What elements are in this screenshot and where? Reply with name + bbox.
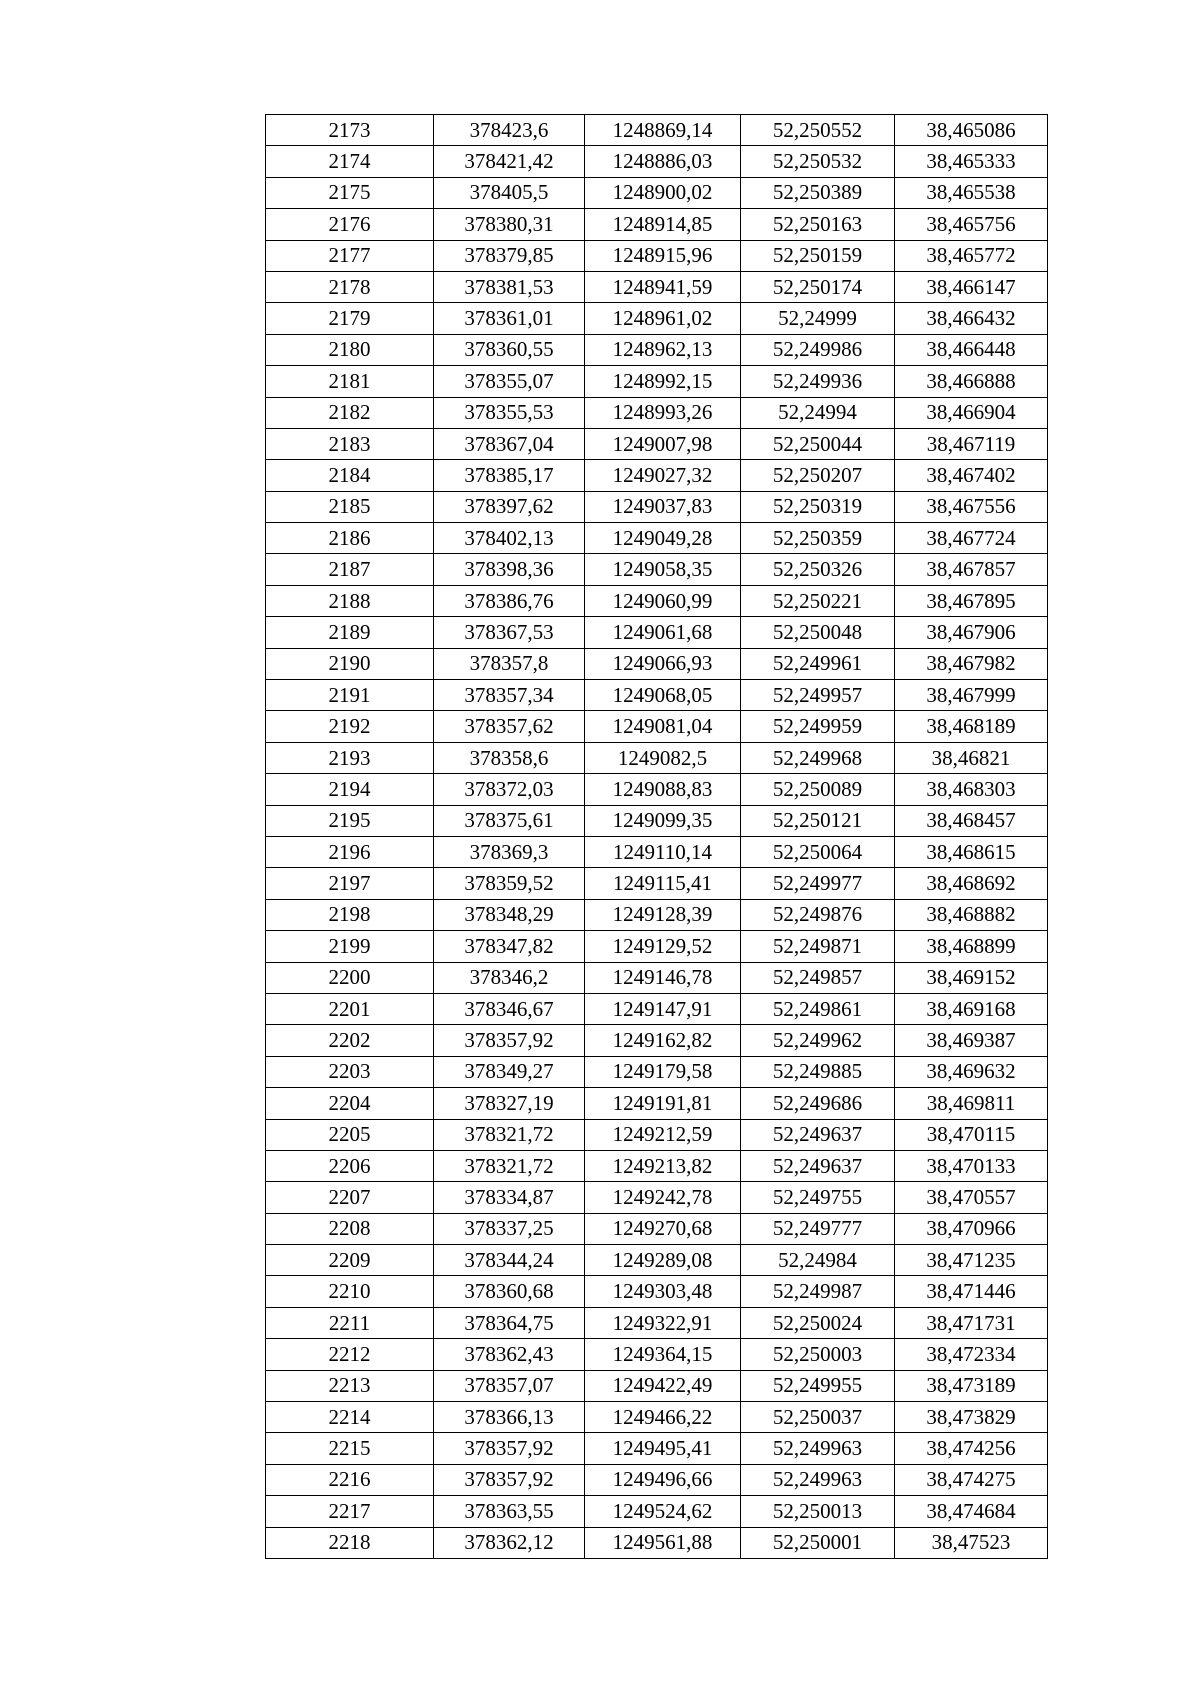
y-coordinate-cell: 1249088,83 (585, 774, 741, 805)
latitude-cell: 52,249857 (741, 962, 895, 993)
latitude-cell: 52,249861 (741, 993, 895, 1024)
y-coordinate-cell: 1249082,5 (585, 742, 741, 773)
table-row (266, 366, 1048, 397)
x-coordinate-cell: 378357,92 (434, 1025, 585, 1056)
x-coordinate-cell: 378349,27 (434, 1056, 585, 1087)
point-number-cell: 2184 (266, 460, 434, 491)
latitude-cell: 52,249987 (741, 1276, 895, 1307)
longitude-cell: 38,467402 (895, 460, 1048, 491)
y-coordinate-cell: 1249066,93 (585, 648, 741, 679)
longitude-cell: 38,474256 (895, 1433, 1048, 1464)
table-row (266, 460, 1048, 491)
coordinates-table-body (266, 115, 1048, 1559)
y-coordinate-cell: 1249027,32 (585, 460, 741, 491)
point-number-cell: 2197 (266, 868, 434, 899)
x-coordinate-cell: 378346,2 (434, 962, 585, 993)
point-number-cell: 2202 (266, 1025, 434, 1056)
longitude-cell: 38,468899 (895, 931, 1048, 962)
y-coordinate-cell: 1249322,91 (585, 1307, 741, 1338)
y-coordinate-cell: 1249289,08 (585, 1245, 741, 1276)
x-coordinate-cell: 378369,3 (434, 836, 585, 867)
table-row (266, 711, 1048, 742)
point-number-cell: 2175 (266, 177, 434, 208)
x-coordinate-cell: 378357,07 (434, 1370, 585, 1401)
point-number-cell: 2185 (266, 491, 434, 522)
table-row (266, 554, 1048, 585)
table-row (266, 1088, 1048, 1119)
latitude-cell: 52,249936 (741, 366, 895, 397)
table-row (266, 334, 1048, 365)
longitude-cell: 38,465756 (895, 209, 1048, 240)
table-row (266, 836, 1048, 867)
latitude-cell: 52,249977 (741, 868, 895, 899)
latitude-cell: 52,250326 (741, 554, 895, 585)
latitude-cell: 52,249755 (741, 1182, 895, 1213)
longitude-cell: 38,465772 (895, 240, 1048, 271)
latitude-cell: 52,249686 (741, 1088, 895, 1119)
x-coordinate-cell: 378357,62 (434, 711, 585, 742)
table-row (266, 397, 1048, 428)
longitude-cell: 38,467999 (895, 680, 1048, 711)
point-number-cell: 2209 (266, 1245, 434, 1276)
coordinates-table (265, 114, 1048, 1559)
longitude-cell: 38,468692 (895, 868, 1048, 899)
table-row (266, 491, 1048, 522)
latitude-cell: 52,249957 (741, 680, 895, 711)
y-coordinate-cell: 1249068,05 (585, 680, 741, 711)
x-coordinate-cell: 378346,67 (434, 993, 585, 1024)
x-coordinate-cell: 378366,13 (434, 1402, 585, 1433)
latitude-cell: 52,250089 (741, 774, 895, 805)
table-row (266, 1276, 1048, 1307)
longitude-cell: 38,469387 (895, 1025, 1048, 1056)
longitude-cell: 38,466432 (895, 303, 1048, 334)
x-coordinate-cell: 378321,72 (434, 1150, 585, 1181)
table-row (266, 428, 1048, 459)
y-coordinate-cell: 1249037,83 (585, 491, 741, 522)
point-number-cell: 2178 (266, 271, 434, 302)
table-row (266, 146, 1048, 177)
y-coordinate-cell: 1249303,48 (585, 1276, 741, 1307)
table-row (266, 1119, 1048, 1150)
y-coordinate-cell: 1249179,58 (585, 1056, 741, 1087)
latitude-cell: 52,249963 (741, 1433, 895, 1464)
y-coordinate-cell: 1248993,26 (585, 397, 741, 428)
y-coordinate-cell: 1248915,96 (585, 240, 741, 271)
table-row (266, 1245, 1048, 1276)
longitude-cell: 38,46821 (895, 742, 1048, 773)
latitude-cell: 52,250013 (741, 1496, 895, 1527)
x-coordinate-cell: 378367,04 (434, 428, 585, 459)
point-number-cell: 2188 (266, 585, 434, 616)
latitude-cell: 52,249777 (741, 1213, 895, 1244)
table-row (266, 1150, 1048, 1181)
longitude-cell: 38,470557 (895, 1182, 1048, 1213)
y-coordinate-cell: 1249115,41 (585, 868, 741, 899)
x-coordinate-cell: 378357,92 (434, 1433, 585, 1464)
x-coordinate-cell: 378359,52 (434, 868, 585, 899)
point-number-cell: 2203 (266, 1056, 434, 1087)
table-row (266, 648, 1048, 679)
point-number-cell: 2191 (266, 680, 434, 711)
longitude-cell: 38,469152 (895, 962, 1048, 993)
latitude-cell: 52,249955 (741, 1370, 895, 1401)
x-coordinate-cell: 378355,07 (434, 366, 585, 397)
latitude-cell: 52,250163 (741, 209, 895, 240)
latitude-cell: 52,249963 (741, 1464, 895, 1495)
point-number-cell: 2193 (266, 742, 434, 773)
longitude-cell: 38,473829 (895, 1402, 1048, 1433)
point-number-cell: 2211 (266, 1307, 434, 1338)
latitude-cell: 52,250389 (741, 177, 895, 208)
point-number-cell: 2218 (266, 1527, 434, 1558)
point-number-cell: 2195 (266, 805, 434, 836)
latitude-cell: 52,249961 (741, 648, 895, 679)
longitude-cell: 38,471731 (895, 1307, 1048, 1338)
table-row (266, 1370, 1048, 1401)
y-coordinate-cell: 1248914,85 (585, 209, 741, 240)
x-coordinate-cell: 378364,75 (434, 1307, 585, 1338)
y-coordinate-cell: 1249081,04 (585, 711, 741, 742)
longitude-cell: 38,471235 (895, 1245, 1048, 1276)
latitude-cell: 52,249871 (741, 931, 895, 962)
latitude-cell: 52,249885 (741, 1056, 895, 1087)
longitude-cell: 38,467556 (895, 491, 1048, 522)
longitude-cell: 38,470115 (895, 1119, 1048, 1150)
y-coordinate-cell: 1249212,59 (585, 1119, 741, 1150)
point-number-cell: 2214 (266, 1402, 434, 1433)
point-number-cell: 2199 (266, 931, 434, 962)
table-row (266, 1402, 1048, 1433)
point-number-cell: 2216 (266, 1464, 434, 1495)
point-number-cell: 2208 (266, 1213, 434, 1244)
point-number-cell: 2207 (266, 1182, 434, 1213)
latitude-cell: 52,250044 (741, 428, 895, 459)
table-row (266, 774, 1048, 805)
y-coordinate-cell: 1248941,59 (585, 271, 741, 302)
longitude-cell: 38,469811 (895, 1088, 1048, 1119)
point-number-cell: 2196 (266, 836, 434, 867)
longitude-cell: 38,465538 (895, 177, 1048, 208)
point-number-cell: 2213 (266, 1370, 434, 1401)
x-coordinate-cell: 378423,6 (434, 115, 585, 146)
y-coordinate-cell: 1249146,78 (585, 962, 741, 993)
y-coordinate-cell: 1248962,13 (585, 334, 741, 365)
x-coordinate-cell: 378372,03 (434, 774, 585, 805)
point-number-cell: 2182 (266, 397, 434, 428)
x-coordinate-cell: 378357,8 (434, 648, 585, 679)
latitude-cell: 52,250319 (741, 491, 895, 522)
y-coordinate-cell: 1249524,62 (585, 1496, 741, 1527)
y-coordinate-cell: 1249147,91 (585, 993, 741, 1024)
x-coordinate-cell: 378363,55 (434, 1496, 585, 1527)
table-row (266, 1464, 1048, 1495)
x-coordinate-cell: 378357,92 (434, 1464, 585, 1495)
point-number-cell: 2183 (266, 428, 434, 459)
x-coordinate-cell: 378381,53 (434, 271, 585, 302)
y-coordinate-cell: 1249270,68 (585, 1213, 741, 1244)
longitude-cell: 38,467982 (895, 648, 1048, 679)
y-coordinate-cell: 1249242,78 (585, 1182, 741, 1213)
longitude-cell: 38,466448 (895, 334, 1048, 365)
latitude-cell: 52,249968 (741, 742, 895, 773)
point-number-cell: 2192 (266, 711, 434, 742)
x-coordinate-cell: 378386,76 (434, 585, 585, 616)
latitude-cell: 52,250001 (741, 1527, 895, 1558)
latitude-cell: 52,24994 (741, 397, 895, 428)
point-number-cell: 2181 (266, 366, 434, 397)
longitude-cell: 38,467119 (895, 428, 1048, 459)
longitude-cell: 38,466888 (895, 366, 1048, 397)
table-row (266, 209, 1048, 240)
longitude-cell: 38,47523 (895, 1527, 1048, 1558)
y-coordinate-cell: 1248992,15 (585, 366, 741, 397)
point-number-cell: 2179 (266, 303, 434, 334)
x-coordinate-cell: 378321,72 (434, 1119, 585, 1150)
latitude-cell: 52,250024 (741, 1307, 895, 1338)
x-coordinate-cell: 378344,24 (434, 1245, 585, 1276)
longitude-cell: 38,468457 (895, 805, 1048, 836)
y-coordinate-cell: 1249110,14 (585, 836, 741, 867)
point-number-cell: 2187 (266, 554, 434, 585)
table-row (266, 177, 1048, 208)
table-row (266, 1433, 1048, 1464)
point-number-cell: 2206 (266, 1150, 434, 1181)
x-coordinate-cell: 378357,34 (434, 680, 585, 711)
latitude-cell: 52,250159 (741, 240, 895, 271)
longitude-cell: 38,470133 (895, 1150, 1048, 1181)
point-number-cell: 2212 (266, 1339, 434, 1370)
table-row (266, 1182, 1048, 1213)
y-coordinate-cell: 1248961,02 (585, 303, 741, 334)
table-row (266, 1496, 1048, 1527)
longitude-cell: 38,467724 (895, 523, 1048, 554)
longitude-cell: 38,470966 (895, 1213, 1048, 1244)
table-row (266, 1307, 1048, 1338)
y-coordinate-cell: 1249466,22 (585, 1402, 741, 1433)
table-row (266, 1527, 1048, 1558)
x-coordinate-cell: 378385,17 (434, 460, 585, 491)
x-coordinate-cell: 378360,55 (434, 334, 585, 365)
latitude-cell: 52,250532 (741, 146, 895, 177)
table-row (266, 1025, 1048, 1056)
y-coordinate-cell: 1249496,66 (585, 1464, 741, 1495)
latitude-cell: 52,250037 (741, 1402, 895, 1433)
table-row (266, 680, 1048, 711)
point-number-cell: 2198 (266, 899, 434, 930)
latitude-cell: 52,249637 (741, 1150, 895, 1181)
longitude-cell: 38,473189 (895, 1370, 1048, 1401)
x-coordinate-cell: 378361,01 (434, 303, 585, 334)
x-coordinate-cell: 378375,61 (434, 805, 585, 836)
latitude-cell: 52,250359 (741, 523, 895, 554)
x-coordinate-cell: 378367,53 (434, 617, 585, 648)
y-coordinate-cell: 1249129,52 (585, 931, 741, 962)
table-row (266, 585, 1048, 616)
longitude-cell: 38,468882 (895, 899, 1048, 930)
latitude-cell: 52,24984 (741, 1245, 895, 1276)
point-number-cell: 2186 (266, 523, 434, 554)
y-coordinate-cell: 1249162,82 (585, 1025, 741, 1056)
x-coordinate-cell: 378398,36 (434, 554, 585, 585)
longitude-cell: 38,465333 (895, 146, 1048, 177)
point-number-cell: 2201 (266, 993, 434, 1024)
table-row (266, 115, 1048, 146)
table-row (266, 742, 1048, 773)
latitude-cell: 52,250003 (741, 1339, 895, 1370)
latitude-cell: 52,249986 (741, 334, 895, 365)
x-coordinate-cell: 378358,6 (434, 742, 585, 773)
x-coordinate-cell: 378421,42 (434, 146, 585, 177)
table-row (266, 523, 1048, 554)
table-row (266, 1056, 1048, 1087)
longitude-cell: 38,466147 (895, 271, 1048, 302)
x-coordinate-cell: 378355,53 (434, 397, 585, 428)
y-coordinate-cell: 1249128,39 (585, 899, 741, 930)
table-row (266, 1339, 1048, 1370)
point-number-cell: 2205 (266, 1119, 434, 1150)
y-coordinate-cell: 1249191,81 (585, 1088, 741, 1119)
longitude-cell: 38,468303 (895, 774, 1048, 805)
x-coordinate-cell: 378402,13 (434, 523, 585, 554)
y-coordinate-cell: 1249495,41 (585, 1433, 741, 1464)
table-row (266, 962, 1048, 993)
y-coordinate-cell: 1248900,02 (585, 177, 741, 208)
x-coordinate-cell: 378337,25 (434, 1213, 585, 1244)
table-row (266, 617, 1048, 648)
point-number-cell: 2194 (266, 774, 434, 805)
y-coordinate-cell: 1249061,68 (585, 617, 741, 648)
latitude-cell: 52,250121 (741, 805, 895, 836)
table-row (266, 899, 1048, 930)
x-coordinate-cell: 378348,29 (434, 899, 585, 930)
x-coordinate-cell: 378362,43 (434, 1339, 585, 1370)
latitude-cell: 52,250552 (741, 115, 895, 146)
longitude-cell: 38,472334 (895, 1339, 1048, 1370)
x-coordinate-cell: 378334,87 (434, 1182, 585, 1213)
longitude-cell: 38,471446 (895, 1276, 1048, 1307)
y-coordinate-cell: 1249049,28 (585, 523, 741, 554)
latitude-cell: 52,249962 (741, 1025, 895, 1056)
longitude-cell: 38,468189 (895, 711, 1048, 742)
x-coordinate-cell: 378360,68 (434, 1276, 585, 1307)
latitude-cell: 52,249959 (741, 711, 895, 742)
latitude-cell: 52,250048 (741, 617, 895, 648)
point-number-cell: 2180 (266, 334, 434, 365)
longitude-cell: 38,467895 (895, 585, 1048, 616)
table-row (266, 1213, 1048, 1244)
table-row (266, 240, 1048, 271)
x-coordinate-cell: 378347,82 (434, 931, 585, 962)
point-number-cell: 2174 (266, 146, 434, 177)
table-row (266, 271, 1048, 302)
table-row (266, 931, 1048, 962)
point-number-cell: 2200 (266, 962, 434, 993)
x-coordinate-cell: 378397,62 (434, 491, 585, 522)
point-number-cell: 2173 (266, 115, 434, 146)
x-coordinate-cell: 378379,85 (434, 240, 585, 271)
latitude-cell: 52,249876 (741, 899, 895, 930)
longitude-cell: 38,469632 (895, 1056, 1048, 1087)
point-number-cell: 2177 (266, 240, 434, 271)
table-row (266, 993, 1048, 1024)
x-coordinate-cell: 378405,5 (434, 177, 585, 208)
y-coordinate-cell: 1249561,88 (585, 1527, 741, 1558)
point-number-cell: 2190 (266, 648, 434, 679)
x-coordinate-cell: 378380,31 (434, 209, 585, 240)
latitude-cell: 52,249637 (741, 1119, 895, 1150)
point-number-cell: 2189 (266, 617, 434, 648)
longitude-cell: 38,474275 (895, 1464, 1048, 1495)
point-number-cell: 2204 (266, 1088, 434, 1119)
table-row (266, 303, 1048, 334)
latitude-cell: 52,250207 (741, 460, 895, 491)
y-coordinate-cell: 1249099,35 (585, 805, 741, 836)
x-coordinate-cell: 378327,19 (434, 1088, 585, 1119)
y-coordinate-cell: 1249007,98 (585, 428, 741, 459)
point-number-cell: 2210 (266, 1276, 434, 1307)
y-coordinate-cell: 1249422,49 (585, 1370, 741, 1401)
y-coordinate-cell: 1248869,14 (585, 115, 741, 146)
longitude-cell: 38,467857 (895, 554, 1048, 585)
longitude-cell: 38,467906 (895, 617, 1048, 648)
x-coordinate-cell: 378362,12 (434, 1527, 585, 1558)
latitude-cell: 52,250221 (741, 585, 895, 616)
latitude-cell: 52,24999 (741, 303, 895, 334)
point-number-cell: 2176 (266, 209, 434, 240)
longitude-cell: 38,468615 (895, 836, 1048, 867)
longitude-cell: 38,465086 (895, 115, 1048, 146)
longitude-cell: 38,466904 (895, 397, 1048, 428)
latitude-cell: 52,250174 (741, 271, 895, 302)
point-number-cell: 2217 (266, 1496, 434, 1527)
longitude-cell: 38,474684 (895, 1496, 1048, 1527)
point-number-cell: 2215 (266, 1433, 434, 1464)
y-coordinate-cell: 1248886,03 (585, 146, 741, 177)
longitude-cell: 38,469168 (895, 993, 1048, 1024)
y-coordinate-cell: 1249058,35 (585, 554, 741, 585)
y-coordinate-cell: 1249060,99 (585, 585, 741, 616)
table-row (266, 805, 1048, 836)
y-coordinate-cell: 1249213,82 (585, 1150, 741, 1181)
latitude-cell: 52,250064 (741, 836, 895, 867)
y-coordinate-cell: 1249364,15 (585, 1339, 741, 1370)
table-row (266, 868, 1048, 899)
